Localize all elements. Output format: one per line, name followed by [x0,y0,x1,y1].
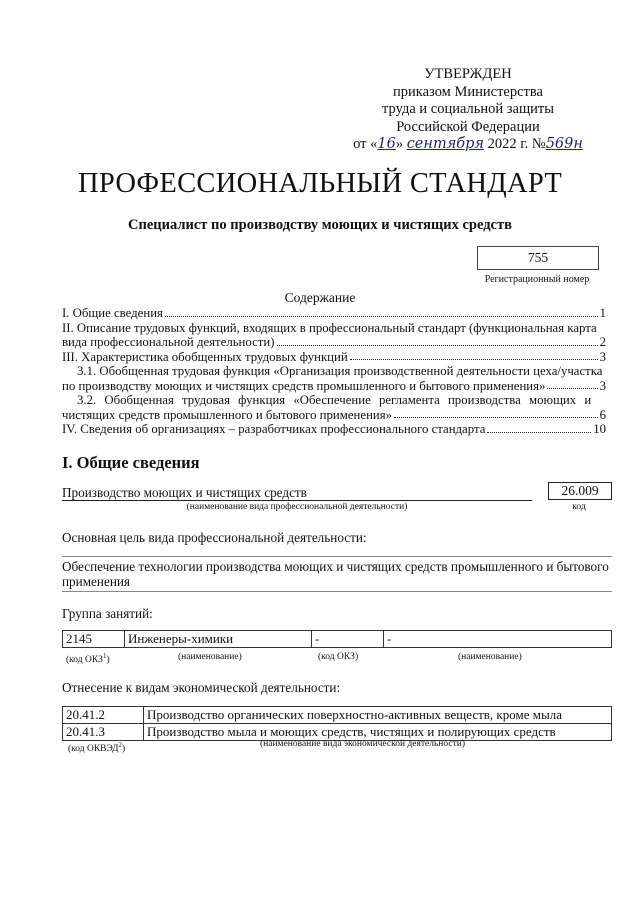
toc-item-text: 3.1. Обобщенная трудовая функция «Организация производственной деятельности цеха/участка [77,364,603,378]
toc-item-page: 3 [599,349,606,364]
occupation-group-table [62,630,612,648]
document-subtitle: Специалист по производству моющих и чистящих средств [128,217,512,233]
toc-item-page: 10 [593,422,606,436]
table-row [63,707,612,724]
approval-line-4: Российской Федерации [396,118,540,135]
table-of-contents [62,306,606,437]
goal-label: Основная цель вида профессиональной деятельности: [62,530,367,545]
date-mid: » [395,136,404,152]
okz-name-caption: (наименование) [178,652,242,662]
okved-code-caption: (код ОКВЭД$^2$) [68,741,126,755]
okved-name-caption: (наименование вида экономической деятельности) [260,739,465,749]
toc-item[interactable] [62,306,606,321]
date-month: сентября [406,136,485,152]
date-year: 2022 г. № [487,136,546,152]
group-label: Группа занятий: [62,606,153,621]
okz-code-cell: 2145 [63,631,125,648]
toc-item-text-cont: по производству моющих и чистящих средств промышленного и бытового применения» [62,378,546,393]
table-row [63,724,612,741]
toc-item-page: 6 [599,407,606,422]
date-prefix: от « [353,136,378,152]
toc-item[interactable] [62,364,606,393]
toc-item[interactable] [62,350,606,365]
toc-item[interactable] [62,393,606,422]
approval-line-1: УТВЕРЖДЕН [424,66,512,82]
toc-item-text: III. Характеристика обобщенных трудовых функций [62,349,348,364]
activity-code-box: 26.009 [548,482,612,500]
okved-table [62,706,612,741]
activity-code-caption: код [572,502,586,512]
okved-name-cell: Производство органических поверхностно-активных веществ, кроме мыла [144,707,612,724]
approval-block [348,66,588,154]
okz-name-cell-2: - [384,631,612,648]
approval-date-line [348,136,588,154]
registration-caption: Регистрационный номер [484,274,590,285]
registration-number-box: 755 [477,246,599,270]
order-number: 569н [545,136,583,152]
toc-item[interactable] [62,321,606,350]
approval-line-2: приказом Министерства [393,83,543,100]
toc-title: Содержание [284,290,356,305]
toc-item[interactable] [62,422,606,437]
toc-item-text: II. Описание трудовых функций, входящих в профессиональный стандарт (функциональная карта [62,320,597,335]
toc-item-text-cont: вида профессиональной деятельности) [62,335,275,349]
okved-label: Отнесение к видам экономической деятельности: [62,680,341,695]
okz-code-cell-2: - [312,631,384,648]
toc-item-page: 1 [599,306,606,320]
approval-line-3: труда и социальной защиты [382,101,554,117]
okved-name-cell: Производство мыла и моющих средств, чистящих и полирующих средств [144,724,612,741]
toc-item-text: 3.2. Обобщенная трудовая функция «Обеспечение регламента производства моющих и [77,393,592,407]
toc-item-text-cont: чистящих средств промышленного и бытового применения» [62,407,393,422]
okz-code-caption: (код ОКЗ$^1$) [66,652,110,666]
activity-name: Производство моющих и чистящих средств [62,485,307,500]
toc-item-page: 3 [599,378,606,393]
table-row [63,631,612,648]
okved-code-cell: 20.41.2 [63,707,144,724]
okz-code-caption-2: (код ОКЗ) [318,652,359,662]
goal-text-line-1: Обеспечение технологии производства моющих и чистящих средств промышленного и бытового [62,559,609,574]
okz-name-caption-2: (наименование) [458,652,522,662]
okved-code-cell: 20.41.3 [63,724,144,741]
goal-box [62,556,612,592]
toc-item-page: 2 [599,335,606,349]
activity-caption: (наименование вида профессиональной деятельности) [186,502,408,512]
date-day: 16 [377,136,396,152]
section-heading: I. Общие сведения [62,453,200,472]
okz-name-cell: Инженеры-химики [125,631,312,648]
activity-name-field [62,485,532,501]
toc-item-text: I. Общие сведения [62,306,163,320]
document-title: ПРОФЕССИОНАЛЬНЫЙ СТАНДАРТ [77,168,563,199]
goal-text-line-2: применения [62,574,130,589]
toc-item-text: IV. Сведения об организациях – разработчиках профессионального стандарта [62,422,486,436]
